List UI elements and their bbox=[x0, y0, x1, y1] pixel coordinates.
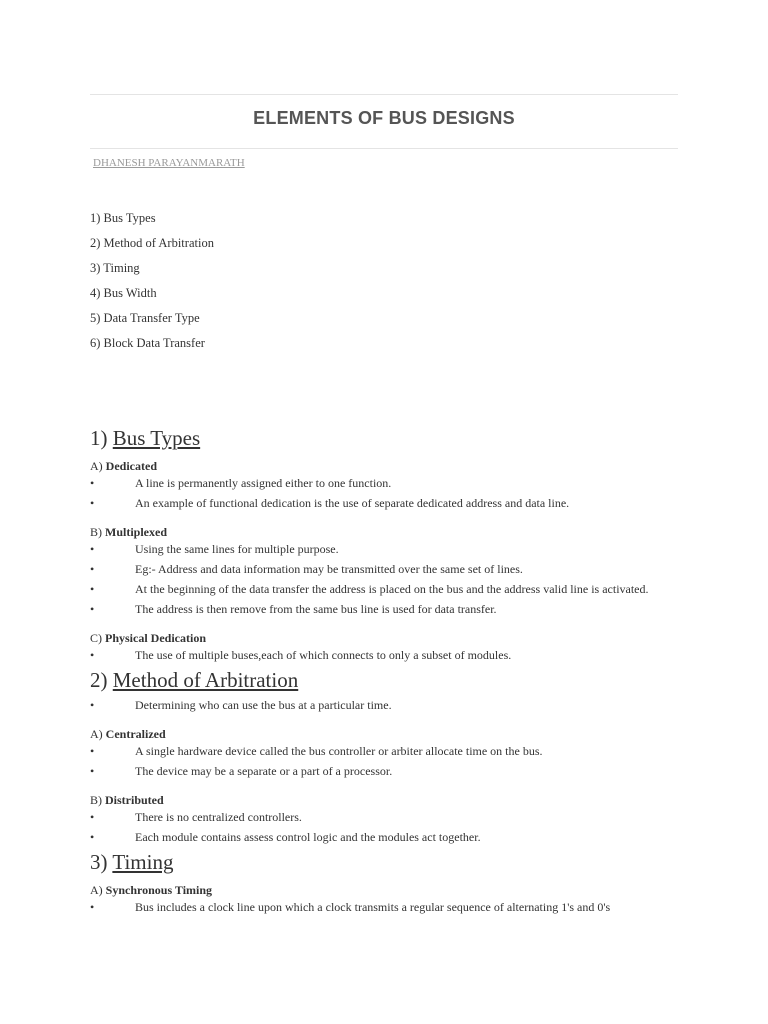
toc-item: 5) Data Transfer Type bbox=[90, 311, 200, 325]
subheading-centralized: A) Centralized bbox=[90, 727, 166, 741]
list-item: • Determining who can use the bus at a particular time. bbox=[90, 698, 392, 712]
bullet-icon: • bbox=[90, 830, 95, 844]
bullet-icon: • bbox=[90, 698, 95, 712]
bullet-icon: • bbox=[90, 476, 95, 490]
top-divider bbox=[90, 94, 678, 95]
toc-item: 4) Bus Width bbox=[90, 286, 157, 300]
list-item: • The address is then remove from the same bus line is used for data transfer. bbox=[90, 602, 497, 616]
subheading-synchronous-timing: A) Synchronous Timing bbox=[90, 883, 213, 897]
list-item: • Bus includes a clock line upon which a clock transmits a regular sequence of alternating 1's and 0's bbox=[90, 900, 611, 914]
toc-item: 3) Timing bbox=[90, 261, 140, 275]
subheading-dedicated: A) Dedicated bbox=[90, 459, 157, 473]
list-item: • Using the same lines for multiple purpose. bbox=[90, 542, 339, 556]
toc-item: 6) Block Data Transfer bbox=[90, 336, 205, 350]
section-heading-timing: 3) Timing bbox=[90, 850, 174, 874]
bullet-icon: • bbox=[90, 900, 95, 914]
section-heading-arbitration: 2) Method of Arbitration bbox=[90, 668, 299, 692]
list-item: • The device may be a separate or a part of a processor. bbox=[90, 764, 393, 778]
bullet-icon: • bbox=[90, 744, 95, 758]
bullet-icon: • bbox=[90, 582, 95, 596]
bullet-icon: • bbox=[90, 562, 95, 576]
list-item: • The use of multiple buses,each of which connects to only a subset of modules. bbox=[90, 648, 512, 662]
toc-item: 2) Method of Arbitration bbox=[90, 236, 214, 250]
list-item: • At the beginning of the data transfer the address is placed on the bus and the address valid line is activated. bbox=[90, 582, 649, 596]
list-item: • There is no centralized controllers. bbox=[90, 810, 302, 824]
list-item: • A single hardware device called the bus controller or arbiter allocate time on the bus. bbox=[90, 744, 543, 758]
bullet-icon: • bbox=[90, 542, 95, 556]
list-item: • Eg:- Address and data information may be transmitted over the same set of lines. bbox=[90, 562, 523, 576]
bullet-icon: • bbox=[90, 496, 95, 510]
bullet-icon: • bbox=[90, 810, 95, 824]
section-heading-bus-types: 1) Bus Types bbox=[90, 426, 201, 450]
title-divider bbox=[90, 148, 678, 149]
list-item: • A line is permanently assigned either to one function. bbox=[90, 476, 392, 490]
document-title: ELEMENTS OF BUS DESIGNS bbox=[253, 108, 515, 128]
subheading-multiplexed: B) Multiplexed bbox=[90, 525, 167, 539]
subheading-physical-dedication: C) Physical Dedication bbox=[90, 631, 206, 645]
bullet-icon: • bbox=[90, 648, 95, 662]
bullet-icon: • bbox=[90, 764, 95, 778]
table-of-contents bbox=[90, 210, 214, 360]
list-item: • An example of functional dedication is the use of separate dedicated address and data line. bbox=[90, 496, 570, 510]
document-body bbox=[90, 424, 678, 918]
bullet-icon: • bbox=[90, 602, 95, 616]
toc-item: 1) Bus Types bbox=[90, 211, 156, 225]
subheading-distributed: B) Distributed bbox=[90, 793, 164, 807]
author-link[interactable]: DHANESH PARAYANMARATH bbox=[93, 157, 245, 169]
list-item: • Each module contains assess control logic and the modules act together. bbox=[90, 830, 481, 844]
